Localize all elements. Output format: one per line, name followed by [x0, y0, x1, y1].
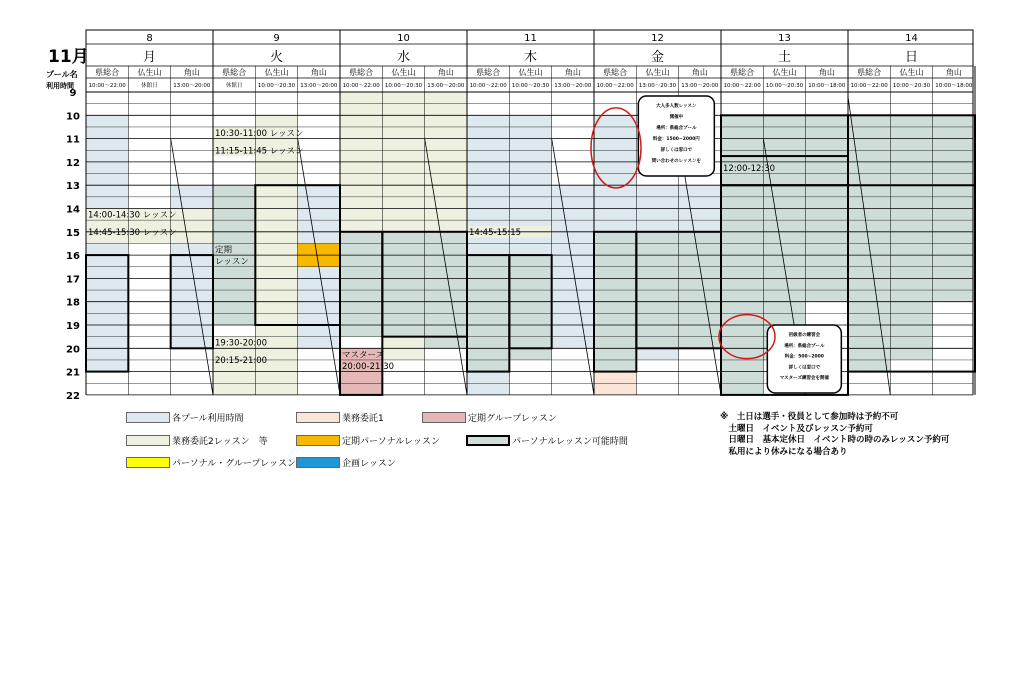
legend-item [126, 455, 296, 469]
event-text: 詳しくは窓口で [660, 148, 693, 153]
pool-hours: 13:00～20:00 [681, 83, 719, 89]
pool-row-label: プール名 [46, 70, 78, 79]
legend-label: 定期グループレッスン [468, 413, 557, 424]
day-date: 11 [524, 33, 537, 44]
day-weekday: 水 [396, 50, 411, 65]
legend [126, 410, 646, 470]
time-label: 21 [66, 367, 80, 379]
zone [340, 232, 382, 337]
pool-hours: 10:00～22:00 [88, 83, 126, 89]
pool-hours: 13:00～20:00 [427, 83, 465, 89]
pool-hours: 10:00～20:30 [765, 83, 804, 89]
legend-label: パーソナルレッスン可能時間 [512, 436, 628, 447]
lesson-text: 定期 [215, 245, 233, 256]
pool-name: 角山 [437, 68, 454, 77]
lesson-text: マスターズ [342, 350, 385, 361]
hours-row-label: 利用時間 [46, 82, 74, 90]
note-line: 土曜日 イベント及びレッスン予約可 [720, 423, 873, 434]
time-label: 20 [66, 344, 80, 356]
day-date: 12 [651, 33, 664, 44]
legend-item [126, 433, 268, 447]
note-line: 日曜日 基本定休日 イベント時の時のみレッスン予約可 [720, 435, 950, 445]
note-line: ※ 土日は選手・役員として参加時は予約不可 [720, 412, 899, 422]
time-label: 17 [66, 274, 80, 286]
day-weekday: 火 [269, 50, 284, 65]
event-text: 大人多人数レッスン [656, 104, 697, 109]
pool-name: 県総合 [857, 68, 882, 77]
lesson-text: 20:15-21:00 [215, 356, 268, 367]
pool-hours: 13:00～20:30 [638, 83, 677, 89]
legend-label: 定期パーソナルレッスン [342, 436, 440, 447]
pool-hours: 10:00～20:30 [257, 83, 296, 89]
day-date: 8 [146, 33, 153, 44]
pool-name: 仏生山 [518, 68, 543, 77]
legend-label: 企画レッスン [342, 458, 396, 469]
time-label: 16 [66, 251, 80, 263]
legend-swatch [296, 412, 340, 423]
legend-swatch [126, 412, 170, 423]
legend-item [466, 433, 628, 447]
time-label: 22 [66, 390, 80, 402]
zone [382, 232, 424, 337]
time-label: 10 [66, 111, 80, 123]
time-label: 13 [66, 181, 80, 193]
pool-name: 県総合 [222, 68, 247, 77]
pool-name: 仏生山 [899, 68, 924, 77]
pool-name: 県総合 [730, 68, 755, 77]
day-weekday: 日 [904, 50, 919, 65]
time-label: 18 [66, 297, 80, 309]
event-text: 料金：1500~2000円 [652, 137, 700, 142]
pool-name: 角山 [183, 68, 200, 77]
pool-hours: 10:00～22:00 [342, 83, 380, 89]
lesson-text: 20:00-21:30 [342, 361, 395, 372]
pool-name: 県総合 [349, 68, 374, 77]
pool-hours: 13:00～20:00 [554, 83, 592, 89]
pool-name: 仏生山 [772, 68, 797, 77]
event-text: 場所：県総合プール [656, 126, 697, 131]
pool-name: 角山 [691, 68, 708, 77]
pool-name: 県総合 [603, 68, 628, 77]
pool-hours: 13:00～20:00 [173, 83, 211, 89]
zone [509, 255, 551, 360]
event-text: 料金：500~2000 [784, 354, 824, 360]
pool-hours: 休館日 [225, 83, 243, 89]
event-text: マスターズ練習会を開催 [779, 376, 829, 382]
pool-hours: 10:00～22:00 [596, 83, 634, 89]
pool-name: 県総合 [95, 68, 120, 77]
pool-hours: 10:00～20:30 [384, 83, 423, 89]
legend-item [296, 455, 396, 469]
event-text: 詳しくは窓口で [788, 365, 821, 371]
zone [171, 209, 213, 244]
pool-hours: 休館日 [141, 83, 158, 89]
legend-swatch [126, 435, 170, 446]
time-label: 19 [66, 321, 80, 332]
legend-swatch [126, 457, 170, 468]
pool-name: 仏生山 [137, 68, 162, 77]
pool-name: 角山 [945, 68, 962, 77]
day-date: 13 [778, 33, 791, 44]
pool-hours: 10:00～22:00 [469, 83, 507, 89]
time-label: 14 [66, 204, 80, 216]
day-weekday: 月 [142, 50, 157, 65]
notes [720, 412, 949, 458]
legend-item [296, 410, 384, 424]
lesson-text: 14:45-15:15 [469, 227, 522, 238]
pool-name: 仏生山 [391, 68, 416, 77]
legend-label: 業務委託2レッスン 等 [172, 436, 268, 447]
pool-name: 角山 [564, 68, 581, 77]
legend-item [422, 410, 557, 424]
month-label: 11月 [48, 47, 89, 67]
pool-name: 県総合 [476, 68, 501, 77]
pool-name: 角山 [818, 68, 835, 77]
time-label: 15 [66, 227, 80, 239]
pool-name: 角山 [310, 68, 327, 77]
event-text: 初級者の練習会 [788, 333, 821, 338]
lesson-text: 11:15-11:45 レッスン [215, 146, 304, 157]
day-date: 10 [397, 33, 410, 44]
time-label: 9 [69, 88, 77, 99]
day-date: 14 [905, 33, 918, 44]
legend-swatch [296, 435, 340, 446]
event-text: 問い合わせのレッスンを [651, 159, 702, 164]
lesson-text: 10:30-11:00 レッスン [215, 128, 304, 139]
pool-hours: 10:00～20:30 [511, 83, 550, 89]
lesson-text: 14:00-14:30 レッスン [88, 210, 177, 221]
legend-label: 各プール利用時間 [172, 413, 244, 424]
pool-hours: 10:00～18:00 [808, 83, 846, 89]
pool-hours: 10:00～18:00 [935, 83, 973, 89]
lesson-text: 19:30-20:00 [215, 338, 268, 349]
day-weekday: 土 [777, 50, 792, 65]
legend-swatch [466, 435, 510, 446]
legend-item [126, 410, 244, 424]
legend-item [296, 433, 440, 447]
day-weekday: 木 [523, 50, 538, 65]
lesson-text: 14:45-15:30 レッスン [88, 227, 177, 238]
event-text: 開催中 [669, 115, 684, 120]
legend-swatch [296, 457, 340, 468]
event-text: 場所：県総合プール [784, 343, 825, 349]
lesson-text: レッスン [215, 257, 249, 268]
zone [890, 115, 932, 360]
time-label: 11 [66, 134, 80, 146]
legend-label: 業務委託1 [342, 413, 384, 424]
day-weekday: 金 [650, 50, 665, 65]
time-label: 12 [66, 157, 80, 169]
pool-hours: 13:00～20:00 [300, 83, 338, 89]
pool-hours: 10:00～22:00 [723, 83, 761, 89]
lesson-text: 12:00-12:30 [723, 163, 776, 174]
note-line: 私用により休みになる場合あり [720, 446, 848, 457]
legend-label: パーソナル・グループレッスン [172, 458, 297, 469]
pool-name: 仏生山 [264, 68, 289, 77]
pool-hours: 10:00～20:30 [892, 83, 931, 89]
day-date: 9 [273, 33, 280, 44]
legend-swatch [422, 412, 466, 423]
pool-hours: 10:00～22:00 [850, 83, 888, 89]
pool-name: 仏生山 [645, 68, 670, 77]
